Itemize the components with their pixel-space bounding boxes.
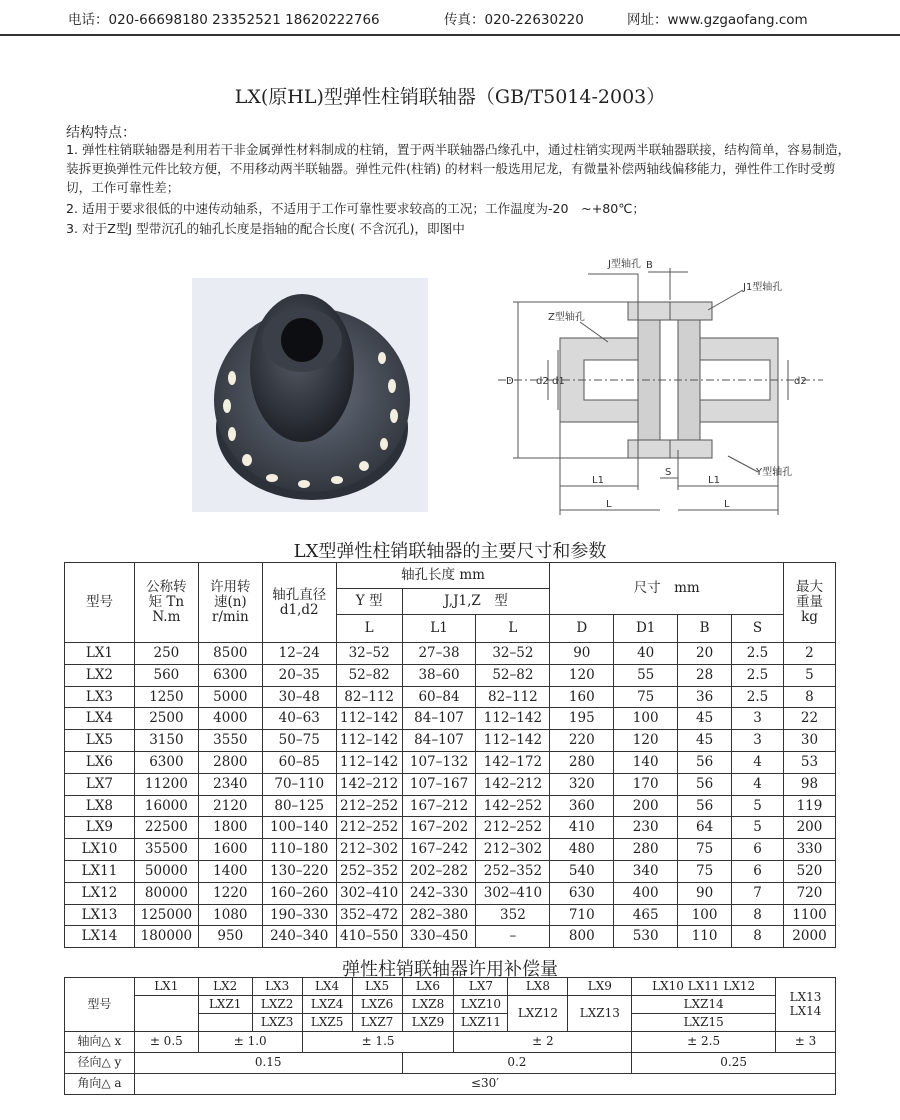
axial-value: ± 3 <box>776 1032 836 1053</box>
cell-len-y: 52–82 <box>336 664 402 686</box>
cell-model: LX3 <box>65 686 135 708</box>
cell-len-jz: 112–142 <box>476 708 550 730</box>
comp-model: LX3 <box>252 978 302 996</box>
angular-label: 角向△ a <box>65 1074 135 1095</box>
cell-dim-d1: 55 <box>614 664 678 686</box>
cell-len-l1: 107–167 <box>402 773 476 795</box>
comp-model: LX10 LX11 LX12 <box>632 978 776 996</box>
cell-speed: 2340 <box>198 773 262 795</box>
cell-torque: 16000 <box>134 795 198 817</box>
cell-dim-d1: 140 <box>614 751 678 773</box>
axial-value: ± 1.5 <box>302 1032 454 1053</box>
cell-dim-d: 360 <box>550 795 614 817</box>
label-y-hole: Y型轴孔 <box>756 467 793 478</box>
table-row <box>65 773 836 795</box>
cell-speed: 1400 <box>198 860 262 882</box>
cell-dim-d1: 170 <box>614 773 678 795</box>
cell-torque: 1250 <box>134 686 198 708</box>
cell-len-l1: 167–212 <box>402 795 476 817</box>
axial-value: ± 1.0 <box>198 1032 302 1053</box>
cell-weight: 330 <box>783 839 835 861</box>
comp-header-model: 型号 <box>65 978 135 1032</box>
cell-bore: 130–220 <box>262 860 336 882</box>
cell-dim-b: 100 <box>678 904 732 926</box>
structure-heading: 结构特点： <box>66 125 136 141</box>
cell-dim-d: 540 <box>550 860 614 882</box>
cell-dim-d: 195 <box>550 708 614 730</box>
cell-dim-b: 56 <box>678 795 732 817</box>
cell-bore: 80–125 <box>262 795 336 817</box>
cell-dim-s: 6 <box>732 860 784 882</box>
cell-len-jz: 212–302 <box>476 839 550 861</box>
label-z-hole: Z型轴孔 <box>548 312 585 323</box>
label-l-right: L <box>724 499 730 510</box>
cell-weight: 1100 <box>783 904 835 926</box>
table-row <box>65 751 836 773</box>
cell-dim-b: 28 <box>678 664 732 686</box>
table-row <box>65 795 836 817</box>
cell-bore: 160–260 <box>262 882 336 904</box>
cell-len-y: 112–142 <box>336 751 402 773</box>
comp-model: LXZ6 <box>352 996 402 1014</box>
cell-model: LX10 <box>65 839 135 861</box>
cell-len-jz: 142–172 <box>476 751 550 773</box>
phone-text: 电话：020-66698180 23352521 18620222766 <box>68 12 380 28</box>
comp-model: LX7 <box>454 978 508 996</box>
cell-torque: 560 <box>134 664 198 686</box>
cell-dim-s: 3 <box>732 708 784 730</box>
website-link[interactable]: 网址：www.gzgaofang.com <box>627 12 808 28</box>
cell-model: LX11 <box>65 860 135 882</box>
header-l-jz: L <box>476 615 550 643</box>
cell-bore: 110–180 <box>262 839 336 861</box>
header-d: D <box>550 615 614 643</box>
cell-dim-d1: 280 <box>614 839 678 861</box>
cell-weight: 520 <box>783 860 835 882</box>
cell-speed: 1220 <box>198 882 262 904</box>
cell-model: LX6 <box>65 751 135 773</box>
table-row <box>65 926 836 948</box>
cell-len-y: 252–352 <box>336 860 402 882</box>
angular-value: ≤30′ <box>134 1074 835 1095</box>
radial-value: 0.15 <box>134 1053 402 1074</box>
radial-value: 0.25 <box>632 1053 836 1074</box>
header-s: S <box>732 615 784 643</box>
cell-dim-d: 480 <box>550 839 614 861</box>
comp-model: LXZ3 <box>252 1014 302 1032</box>
comp-model-empty <box>198 1014 252 1032</box>
cell-dim-d1: 340 <box>614 860 678 882</box>
cell-len-y: 212–252 <box>336 795 402 817</box>
cell-dim-b: 45 <box>678 730 732 752</box>
cell-len-y: 82–112 <box>336 686 402 708</box>
cell-dim-s: 2.5 <box>732 643 784 665</box>
table-row <box>65 643 836 665</box>
cell-speed: 8500 <box>198 643 262 665</box>
cell-bore: 50–75 <box>262 730 336 752</box>
compensation-table <box>64 977 836 1095</box>
label-d1: d1 <box>552 376 565 387</box>
header-divider <box>0 34 900 36</box>
cell-weight: 30 <box>783 730 835 752</box>
comp-model: LX4 <box>302 978 352 996</box>
cell-len-y: 142–212 <box>336 773 402 795</box>
table-row <box>65 860 836 882</box>
cell-len-l1: 38–60 <box>402 664 476 686</box>
cell-dim-s: 2.5 <box>732 686 784 708</box>
header-jz-type: J,J1,Z 型 <box>402 589 550 615</box>
cell-model: LX13 <box>65 904 135 926</box>
comp-model-empty <box>134 996 198 1032</box>
dimensions-table <box>64 562 836 948</box>
table-row <box>65 664 836 686</box>
cell-model: LX9 <box>65 817 135 839</box>
cell-bore: 30–48 <box>262 686 336 708</box>
cell-speed: 2800 <box>198 751 262 773</box>
cell-dim-d: 280 <box>550 751 614 773</box>
comp-model-lx13-14: LX13 LX14 <box>776 978 836 1032</box>
cell-dim-d: 410 <box>550 817 614 839</box>
cell-len-jz: 32–52 <box>476 643 550 665</box>
cell-torque: 80000 <box>134 882 198 904</box>
cell-weight: 8 <box>783 686 835 708</box>
structure-paragraph-3: 3. 对于Z型J 型带沉孔的轴孔长度是指轴的配合长度( 不含沉孔)，即图中 <box>66 221 465 236</box>
structure-paragraph-1: 1. 弹性柱销联轴器是利用若干非金属弹性材料制成的柱销，置于两半联轴器凸缘孔中，通过柱销实现两半联轴器联接，结构简单，容易制造，装拆更换弹性元件比较方便，不用移动两半联轴器。弹性元件(柱销) 的材料一般选用尼龙，有微量补偿两轴线偏移能力，弹性件工作时受剪切，工作可靠性差； <box>66 142 851 195</box>
table-row <box>65 708 836 730</box>
cell-torque: 125000 <box>134 904 198 926</box>
cell-torque: 180000 <box>134 926 198 948</box>
comp-model: LXZ1 <box>198 996 252 1014</box>
cell-len-jz: 252–352 <box>476 860 550 882</box>
axial-value: ± 2.5 <box>632 1032 776 1053</box>
cell-speed: 6300 <box>198 664 262 686</box>
header-size: 尺寸 mm <box>550 563 784 615</box>
comp-model: LX9 <box>568 978 632 996</box>
cell-len-y: 112–142 <box>336 730 402 752</box>
cell-torque: 35500 <box>134 839 198 861</box>
coupling-technical-drawing <box>488 250 833 525</box>
cell-dim-d1: 400 <box>614 882 678 904</box>
cell-dim-b: 45 <box>678 708 732 730</box>
axial-value: ± 0.5 <box>134 1032 198 1053</box>
cell-speed: 4000 <box>198 708 262 730</box>
cell-dim-d: 320 <box>550 773 614 795</box>
label-l1-left: L1 <box>592 475 604 486</box>
cell-weight: 2 <box>783 643 835 665</box>
cell-len-l1: 107–132 <box>402 751 476 773</box>
table-row <box>65 839 836 861</box>
cell-weight: 200 <box>783 817 835 839</box>
cell-dim-d1: 465 <box>614 904 678 926</box>
cell-dim-b: 36 <box>678 686 732 708</box>
cell-torque: 2500 <box>134 708 198 730</box>
cell-bore: 100–140 <box>262 817 336 839</box>
cell-len-l1: 167–242 <box>402 839 476 861</box>
cell-dim-s: 8 <box>732 926 784 948</box>
cell-dim-s: 5 <box>732 795 784 817</box>
axial-value: ± 2 <box>454 1032 632 1053</box>
label-d2-left: d2 <box>536 376 549 387</box>
cell-dim-d1: 530 <box>614 926 678 948</box>
cell-len-jz: 82–112 <box>476 686 550 708</box>
cell-bore: 70–110 <box>262 773 336 795</box>
cell-len-jz: 112–142 <box>476 730 550 752</box>
comp-model: LXZ15 <box>632 1014 776 1032</box>
comp-model: LXZ2 <box>252 996 302 1014</box>
cell-dim-b: 56 <box>678 773 732 795</box>
cell-dim-d1: 75 <box>614 686 678 708</box>
comp-model: LXZ7 <box>352 1014 402 1032</box>
cell-len-l1: 60–84 <box>402 686 476 708</box>
cell-dim-s: 5 <box>732 817 784 839</box>
cell-model: LX14 <box>65 926 135 948</box>
cell-torque: 50000 <box>134 860 198 882</box>
cell-len-jz: 352 <box>476 904 550 926</box>
cell-dim-s: 4 <box>732 773 784 795</box>
cell-dim-s: 8 <box>732 904 784 926</box>
header-torque: 公称转 矩 Tn N.m <box>134 563 198 643</box>
cell-bore: 40–63 <box>262 708 336 730</box>
cell-len-l1: 202–282 <box>402 860 476 882</box>
cell-dim-d1: 120 <box>614 730 678 752</box>
cell-bore: 240–340 <box>262 926 336 948</box>
header-hole-length: 轴孔长度 mm <box>336 563 550 589</box>
cell-speed: 1080 <box>198 904 262 926</box>
cell-model: LX5 <box>65 730 135 752</box>
cell-len-l1: 84–107 <box>402 708 476 730</box>
radial-value: 0.2 <box>402 1053 632 1074</box>
cell-dim-s: 7 <box>732 882 784 904</box>
cell-bore: 60–85 <box>262 751 336 773</box>
cell-dim-d: 160 <box>550 686 614 708</box>
cell-len-y: 352–472 <box>336 904 402 926</box>
cell-speed: 3550 <box>198 730 262 752</box>
cell-dim-d: 630 <box>550 882 614 904</box>
header-model: 型号 <box>65 563 135 643</box>
label-j-hole: J型轴孔 <box>608 259 641 270</box>
cell-torque: 22500 <box>134 817 198 839</box>
main-table-title: LX型弹性柱销联轴器的主要尺寸和参数 <box>293 541 607 562</box>
header-l-y: L <box>336 615 402 643</box>
label-j1-hole: J1型轴孔 <box>743 282 783 293</box>
comp-model: LXZ13 <box>568 996 632 1032</box>
cell-weight: 2000 <box>783 926 835 948</box>
cell-dim-b: 75 <box>678 860 732 882</box>
structure-paragraph-2: 2. 适用于要求很低的中速传动轴系，不适用于工作可靠性要求较高的工况；工作温度为-20 ~+80℃； <box>66 201 646 216</box>
header-l1: L1 <box>402 615 476 643</box>
cell-len-y: 112–142 <box>336 708 402 730</box>
axial-label: 轴向△ x <box>65 1032 135 1053</box>
cell-len-l1: 27–38 <box>402 643 476 665</box>
cell-model: LX8 <box>65 795 135 817</box>
cell-dim-d1: 40 <box>614 643 678 665</box>
cell-model: LX2 <box>65 664 135 686</box>
cell-torque: 11200 <box>134 773 198 795</box>
cell-bore: 12–24 <box>262 643 336 665</box>
cell-len-y: 212–302 <box>336 839 402 861</box>
comp-model: LX5 <box>352 978 402 996</box>
page-title: LX(原HL)型弹性柱销联轴器（GB/T5014-2003） <box>234 86 666 108</box>
label-l1-right: L1 <box>708 475 720 486</box>
cell-torque: 3150 <box>134 730 198 752</box>
label-b: B <box>646 260 653 271</box>
cell-bore: 20–35 <box>262 664 336 686</box>
cell-len-y: 212–252 <box>336 817 402 839</box>
cell-weight: 22 <box>783 708 835 730</box>
cell-dim-d: 710 <box>550 904 614 926</box>
cell-len-l1: 282–380 <box>402 904 476 926</box>
cell-len-y: 410–550 <box>336 926 402 948</box>
cell-len-l1: 242–330 <box>402 882 476 904</box>
cell-len-jz: 212–252 <box>476 817 550 839</box>
cell-dim-d1: 100 <box>614 708 678 730</box>
cell-model: LX7 <box>65 773 135 795</box>
cell-weight: 119 <box>783 795 835 817</box>
cell-dim-s: 4 <box>732 751 784 773</box>
cell-len-l1: 330–450 <box>402 926 476 948</box>
cell-weight: 98 <box>783 773 835 795</box>
cell-weight: 53 <box>783 751 835 773</box>
cell-speed: 5000 <box>198 686 262 708</box>
cell-len-l1: 167–202 <box>402 817 476 839</box>
label-d2-right: d2 <box>794 376 807 387</box>
cell-len-y: 32–52 <box>336 643 402 665</box>
cell-model: LX1 <box>65 643 135 665</box>
table-row <box>65 904 836 926</box>
cell-speed: 1600 <box>198 839 262 861</box>
cell-dim-d1: 230 <box>614 817 678 839</box>
cell-dim-d1: 200 <box>614 795 678 817</box>
cell-torque: 250 <box>134 643 198 665</box>
cell-dim-d: 220 <box>550 730 614 752</box>
comp-model: LXZ4 <box>302 996 352 1014</box>
header-weight: 最大 重量 kg <box>783 563 835 643</box>
label-s: S <box>665 467 672 478</box>
comp-model: LX6 <box>402 978 454 996</box>
cell-dim-b: 20 <box>678 643 732 665</box>
cell-dim-s: 2.5 <box>732 664 784 686</box>
radial-label: 径向△ y <box>65 1053 135 1074</box>
cell-dim-d: 800 <box>550 926 614 948</box>
cell-dim-b: 56 <box>678 751 732 773</box>
fax-text: 传真：020-22630220 <box>444 12 584 28</box>
cell-dim-d: 120 <box>550 664 614 686</box>
cell-len-jz: 142–212 <box>476 773 550 795</box>
cell-len-y: 302–410 <box>336 882 402 904</box>
coupling-photo <box>192 278 428 512</box>
cell-len-jz: 52–82 <box>476 664 550 686</box>
cell-len-jz: – <box>476 926 550 948</box>
cell-len-l1: 84–107 <box>402 730 476 752</box>
cell-bore: 190–330 <box>262 904 336 926</box>
header-d1: D1 <box>614 615 678 643</box>
cell-dim-b: 75 <box>678 839 732 861</box>
table-row <box>65 882 836 904</box>
cell-weight: 5 <box>783 664 835 686</box>
header-y-type: Y 型 <box>336 589 402 615</box>
comp-model: LXZ11 <box>454 1014 508 1032</box>
compensation-table-title: 弹性柱销联轴器许用补偿量 <box>342 959 558 980</box>
label-d: D <box>506 376 514 387</box>
cell-len-jz: 142–252 <box>476 795 550 817</box>
comp-model: LXZ14 <box>632 996 776 1014</box>
cell-dim-b: 110 <box>678 926 732 948</box>
cell-dim-s: 3 <box>732 730 784 752</box>
cell-dim-d: 90 <box>550 643 614 665</box>
cell-len-jz: 302–410 <box>476 882 550 904</box>
cell-dim-s: 6 <box>732 839 784 861</box>
label-l-left: L <box>606 499 612 510</box>
table-row <box>65 817 836 839</box>
comp-model: LXZ12 <box>508 996 568 1032</box>
comp-model: LX1 <box>134 978 198 996</box>
comp-model: LX2 <box>198 978 252 996</box>
cell-torque: 6300 <box>134 751 198 773</box>
header-speed: 许用转 速(n) r/min <box>198 563 262 643</box>
cell-dim-b: 64 <box>678 817 732 839</box>
comp-model: LXZ10 <box>454 996 508 1014</box>
cell-speed: 2120 <box>198 795 262 817</box>
comp-model: LXZ5 <box>302 1014 352 1032</box>
cell-weight: 720 <box>783 882 835 904</box>
cell-dim-b: 90 <box>678 882 732 904</box>
cell-model: LX4 <box>65 708 135 730</box>
comp-model: LX8 <box>508 978 568 996</box>
header-bore: 轴孔直径 d1,d2 <box>262 563 336 643</box>
cell-speed: 950 <box>198 926 262 948</box>
cell-speed: 1800 <box>198 817 262 839</box>
table-row <box>65 686 836 708</box>
contact-header <box>0 0 900 36</box>
cell-model: LX12 <box>65 882 135 904</box>
comp-model: LXZ8 <box>402 996 454 1014</box>
comp-model: LXZ9 <box>402 1014 454 1032</box>
table-row <box>65 730 836 752</box>
header-b: B <box>678 615 732 643</box>
